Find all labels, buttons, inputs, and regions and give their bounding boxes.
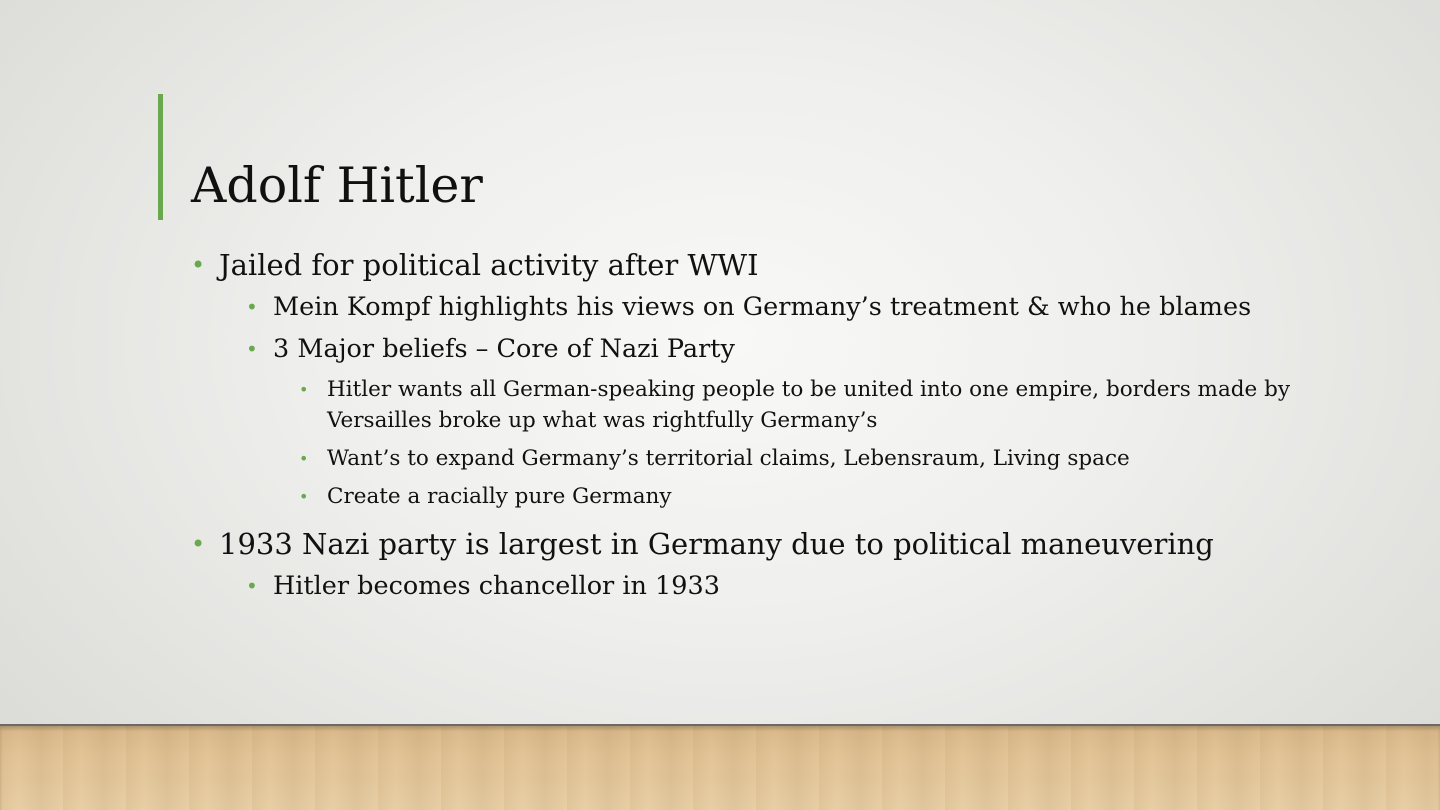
bullet-icon: • xyxy=(299,449,309,468)
bullet-item xyxy=(191,246,1311,284)
bullet-item xyxy=(191,569,1311,603)
bullet-icon: • xyxy=(246,574,258,598)
bullet-item xyxy=(191,525,1311,563)
bullet-icon: • xyxy=(299,380,309,399)
slide-title: Adolf Hitler xyxy=(191,157,483,214)
bullet-text: Create a racially pure Germany xyxy=(327,484,672,509)
bullet-item xyxy=(191,290,1311,324)
title-accent-bar xyxy=(158,94,163,220)
slide-body xyxy=(191,246,1311,611)
bullet-text: 3 Major beliefs – Core of Nazi Party xyxy=(273,334,735,364)
bullet-text: Jailed for political activity after WWI xyxy=(219,248,759,282)
bullet-text: Want’s to expand Germany’s territorial claims, Lebensraum, Living space xyxy=(327,446,1130,471)
bullet-icon: • xyxy=(246,337,258,361)
bullet-text: 1933 Nazi party is largest in Germany due to political maneuvering xyxy=(219,527,1214,561)
bullet-text: Hitler becomes chancellor in 1933 xyxy=(273,571,720,601)
bullet-text: Mein Kompf highlights his views on Germany’s treatment & who he blames xyxy=(273,292,1252,322)
bullet-text: Hitler wants all German-speaking people to be united into one empire, borders made by Versailles broke up what was rightfully Germany’s xyxy=(327,377,1290,433)
bullet-item xyxy=(191,374,1311,436)
bullet-icon: • xyxy=(191,251,206,279)
bullet-icon: • xyxy=(246,295,258,319)
bullet-icon: • xyxy=(299,487,309,506)
bullet-icon: • xyxy=(191,530,206,558)
bullet-item xyxy=(191,443,1311,474)
bullet-item xyxy=(191,481,1311,512)
bullet-item xyxy=(191,332,1311,366)
wood-floor xyxy=(0,724,1440,810)
